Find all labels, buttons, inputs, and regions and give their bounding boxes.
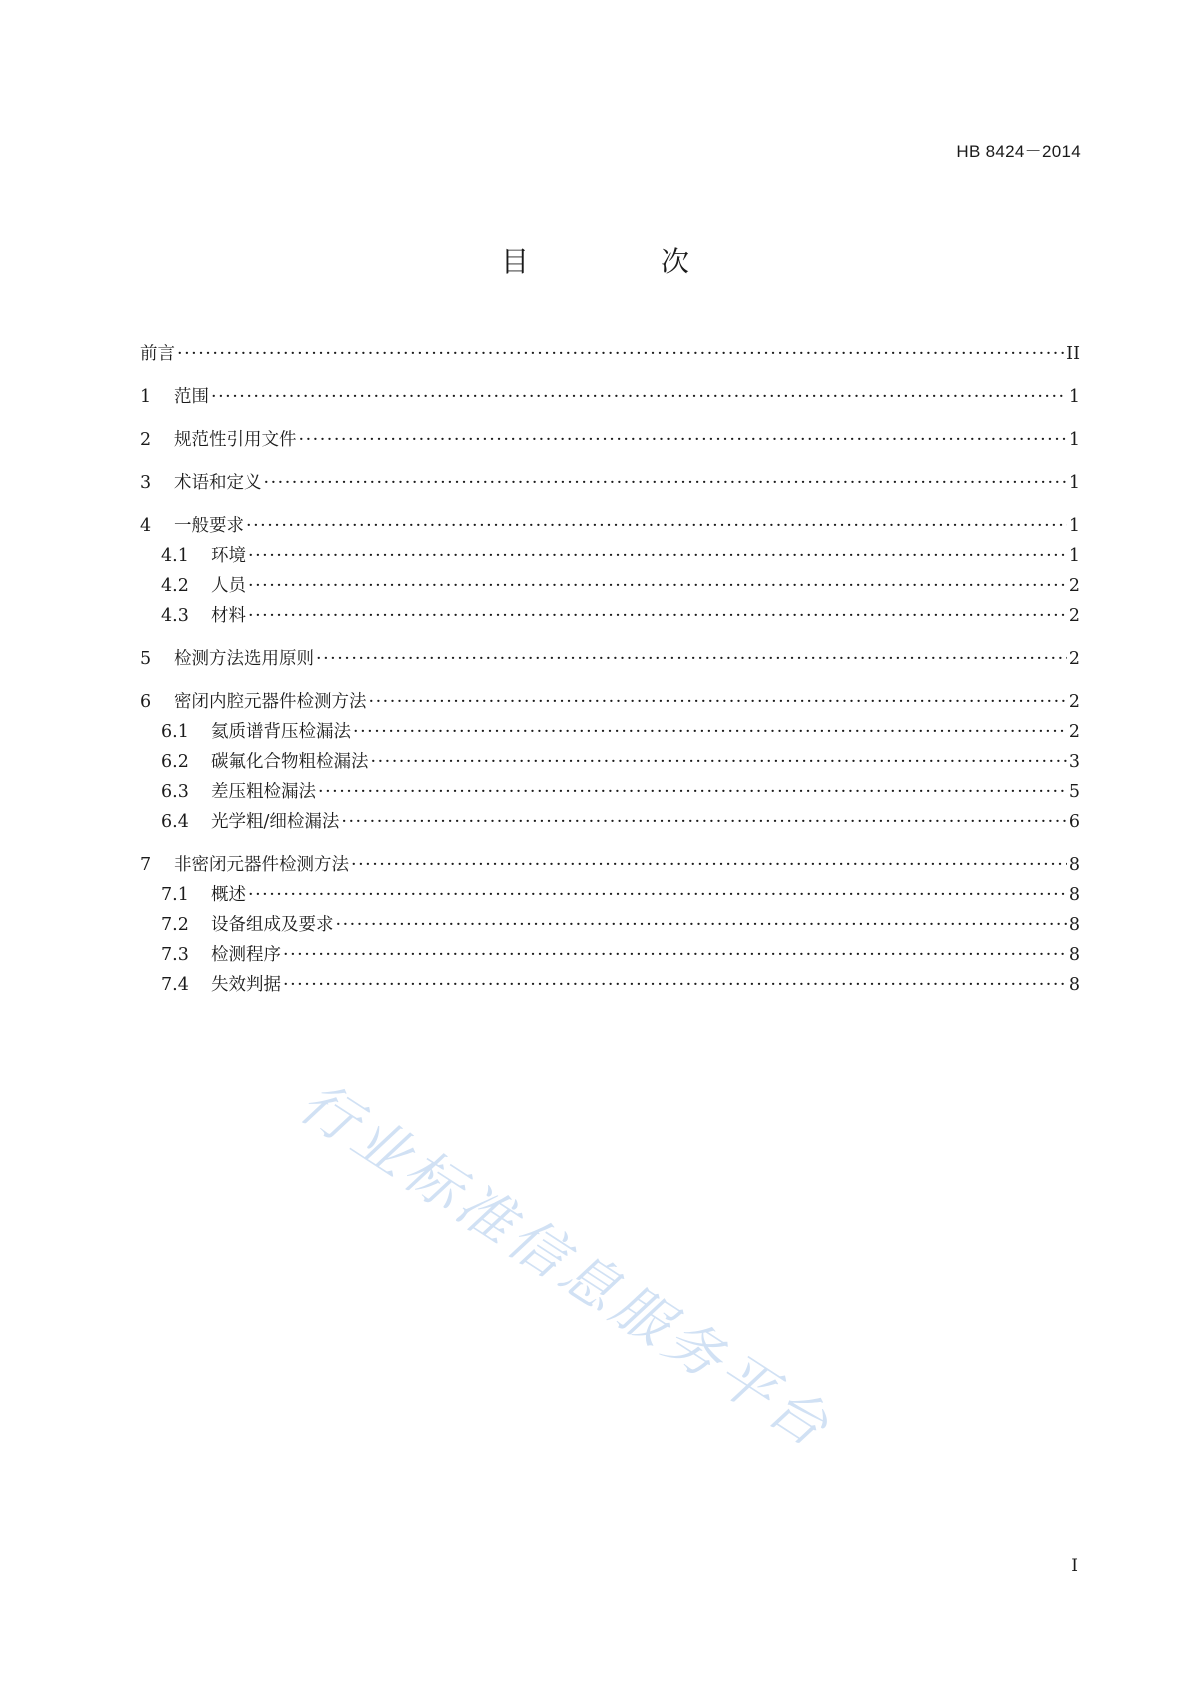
toc-entry-label: 非密闭元器件检测方法 <box>174 855 349 875</box>
toc-subentry[interactable] <box>140 718 1080 748</box>
toc-subentry[interactable] <box>140 911 1080 941</box>
toc-entry-number: 6 <box>140 692 152 712</box>
toc-entry-number: 3 <box>140 473 152 493</box>
toc-entry-label: 失效判据 <box>211 975 281 995</box>
toc-entry[interactable] <box>140 851 1080 881</box>
toc-entry[interactable] <box>140 426 1080 456</box>
toc-entry-label: 术语和定义 <box>174 473 262 493</box>
toc-leader-dots <box>299 430 1067 450</box>
toc-entry-page: 8 <box>1068 855 1080 875</box>
toc-entry-page: 8 <box>1068 915 1080 935</box>
toc-entry-label: 概述 <box>211 885 246 905</box>
toc-leader-dots <box>283 945 1067 965</box>
toc-entry[interactable] <box>140 512 1080 542</box>
watermark: 行业标准信息服务平台 <box>288 1070 844 1463</box>
toc-leader-dots <box>264 473 1067 493</box>
toc-entry-page: 2 <box>1068 649 1080 669</box>
toc-entry-label: 一般要求 <box>174 516 244 536</box>
toc-leader-dots <box>211 387 1067 407</box>
toc-entry-number: 4.1 <box>161 546 189 566</box>
toc-leader-dots <box>316 649 1067 669</box>
toc-entry[interactable] <box>140 688 1080 718</box>
toc-subentry[interactable] <box>140 542 1080 572</box>
toc-leader-dots <box>283 975 1067 995</box>
toc-subentry[interactable] <box>140 778 1080 808</box>
toc-subentry[interactable] <box>140 602 1080 632</box>
toc-entry-page: 6 <box>1068 812 1080 832</box>
toc-leader-dots <box>248 606 1067 626</box>
toc-leader-dots <box>369 692 1067 712</box>
toc-subentry[interactable] <box>140 941 1080 971</box>
toc-entry-number: 6.2 <box>161 752 189 772</box>
toc-entry-page: 8 <box>1068 975 1080 995</box>
toc-entry-number: 7.1 <box>161 885 189 905</box>
toc-subentry[interactable] <box>140 808 1080 838</box>
toc-entry-page: 1 <box>1068 516 1080 536</box>
toc-entry-page: 5 <box>1068 782 1080 802</box>
toc-entry-label: 光学粗/细检漏法 <box>211 812 340 832</box>
toc-entry-number: 7.3 <box>161 945 189 965</box>
toc-subentry[interactable] <box>140 881 1080 911</box>
toc-entry-label: 差压粗检漏法 <box>211 782 316 802</box>
toc-entry-label: 规范性引用文件 <box>174 430 297 450</box>
toc-entry-number: 4.3 <box>161 606 189 626</box>
toc-entry-number: 5 <box>140 649 152 669</box>
toc-entry-page: 1 <box>1068 546 1080 566</box>
table-of-contents <box>140 340 1080 1001</box>
toc-entry-number: 6.1 <box>161 722 189 742</box>
toc-entry-page: 1 <box>1068 387 1080 407</box>
toc-entry-page: II <box>1066 344 1080 364</box>
toc-entry-number: 2 <box>140 430 152 450</box>
page-title: 目 次 <box>500 245 741 278</box>
toc-leader-dots <box>177 344 1064 364</box>
toc-entry-label: 前言 <box>140 344 175 364</box>
toc-entry-foreword[interactable] <box>140 340 1080 370</box>
toc-entry-page: 3 <box>1068 752 1080 772</box>
toc-entry-page: 2 <box>1068 722 1080 742</box>
toc-entry-page: 8 <box>1068 885 1080 905</box>
toc-entry-page: 2 <box>1068 606 1080 626</box>
toc-entry-label: 碳氟化合物粗检漏法 <box>211 752 369 772</box>
toc-entry[interactable] <box>140 645 1080 675</box>
toc-entry-label: 材料 <box>211 606 246 626</box>
toc-entry-label: 检测程序 <box>211 945 281 965</box>
toc-entry-number: 1 <box>140 387 152 407</box>
toc-leader-dots <box>248 885 1067 905</box>
toc-entry-label: 范围 <box>174 387 209 407</box>
toc-entry-number: 4 <box>140 516 152 536</box>
toc-subentry[interactable] <box>140 748 1080 778</box>
toc-entry-label: 环境 <box>211 546 246 566</box>
toc-entry-label: 人员 <box>211 576 246 596</box>
toc-leader-dots <box>246 516 1067 536</box>
toc-entry-number: 7.2 <box>161 915 189 935</box>
toc-entry-label: 设备组成及要求 <box>211 915 334 935</box>
toc-leader-dots <box>371 752 1067 772</box>
toc-entry[interactable] <box>140 469 1080 499</box>
toc-entry-number: 6.4 <box>161 812 189 832</box>
toc-entry-page: 2 <box>1068 576 1080 596</box>
toc-leader-dots <box>341 812 1066 832</box>
toc-entry-label: 密闭内腔元器件检测方法 <box>174 692 367 712</box>
toc-subentry[interactable] <box>140 971 1080 1001</box>
toc-leader-dots <box>336 915 1067 935</box>
toc-entry-number: 7 <box>140 855 152 875</box>
toc-entry-page: 8 <box>1068 945 1080 965</box>
toc-entry-label: 氦质谱背压检漏法 <box>211 722 351 742</box>
toc-entry-number: 6.3 <box>161 782 189 802</box>
toc-leader-dots <box>248 546 1067 566</box>
toc-leader-dots <box>353 722 1067 742</box>
toc-entry-number: 7.4 <box>161 975 189 995</box>
toc-entry-page: 1 <box>1068 430 1080 450</box>
toc-subentry[interactable] <box>140 572 1080 602</box>
toc-leader-dots <box>318 782 1067 802</box>
standard-code: HB 8424－2014 <box>956 142 1081 161</box>
footer-page-number: I <box>1071 1556 1078 1576</box>
toc-entry-label: 检测方法选用原则 <box>174 649 314 669</box>
toc-entry-page: 2 <box>1068 692 1080 712</box>
toc-leader-dots <box>248 576 1067 596</box>
toc-entry-page: 1 <box>1068 473 1080 493</box>
toc-leader-dots <box>351 855 1067 875</box>
toc-entry-number: 4.2 <box>161 576 189 596</box>
toc-entry[interactable] <box>140 383 1080 413</box>
